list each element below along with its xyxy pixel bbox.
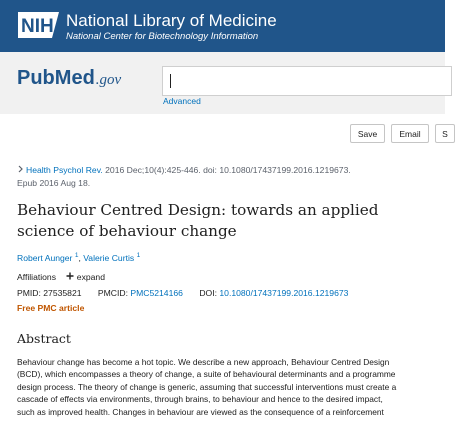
chevron-right-icon [17,165,24,173]
article-citation [17,164,437,190]
pubmed-logo-gov: .gov [95,72,122,88]
abstract-line: cascade of effects via environments, through brains, to behaviour and hence to the desired impact, [17,394,383,405]
pubmed-logo-med: Med [54,67,95,89]
citation-details: 2016 Dec;10(4):425-446. doi: 10.1080/17437199.2016.1219673. [102,165,351,175]
pubmed-logo-pub: Pub [17,67,55,89]
author-list [17,252,140,263]
author-link[interactable]: Valerie Curtis [83,252,135,263]
doi-label: DOI: [199,288,220,298]
search-input[interactable] [163,67,463,95]
author-separator: , [78,252,84,263]
plus-icon [66,272,74,280]
abstract-line: design process. The theory of change is generic, assuming that successful interventions must create a [17,381,397,392]
svg-text:NIH: NIH [21,16,54,37]
advanced-search-link[interactable]: Advanced [163,96,201,106]
save-button[interactable]: Save [350,124,385,143]
nih-logo-icon[interactable] [18,12,59,38]
pubmed-header [0,52,445,114]
nih-header [0,0,445,52]
affiliations-label: Affiliations [17,272,57,282]
send-to-button[interactable]: S [435,124,455,143]
pmid-label: PMID: [17,288,44,298]
epub-date: Epub 2016 Aug 18. [17,178,91,188]
expand-label: expand [76,272,105,282]
journal-link[interactable]: Health Psychol Rev. [26,165,103,175]
author-affiliation-number[interactable]: 1 [74,252,79,259]
pmid-value: 27535821 [43,288,82,298]
abstract-heading: Abstract [17,331,71,346]
author-affiliation-number[interactable]: 1 [136,252,141,259]
affiliations-row [17,272,105,282]
pmcid-link[interactable]: PMC5214166 [130,288,183,298]
nlm-title[interactable]: National Library of Medicine [66,11,277,30]
article-actions [350,124,455,143]
text-cursor [170,74,171,88]
abstract-text [17,356,437,418]
abstract-line: (BCD), which encompasses a theory of change, a suite of behavioural determinants and a programme [17,369,396,380]
expand-affiliations-button[interactable] [66,272,105,282]
abstract-line: Behaviour change has become a hot topic. We describe a new approach, Behaviour Centred Design [17,357,390,367]
pmcid-label: PMCID: [97,288,131,298]
search-box[interactable] [162,66,452,96]
pubmed-logo[interactable] [17,67,121,90]
doi-link[interactable]: 10.1080/17437199.2016.1219673 [219,288,349,298]
free-pmc-article-badge: Free PMC article [17,303,85,313]
abstract-line: such as improved health. Changes in behaviour are viewed as the consequence of a reinforcement [17,406,384,417]
article-title: Behaviour Centred Design: towards an applied science of behaviour change [17,201,379,240]
article-identifiers [17,288,348,298]
author-link[interactable]: Robert Aunger [17,252,73,263]
ncbi-subtitle: National Center for Biotechnology Information [66,31,259,42]
email-button[interactable]: Email [391,124,429,143]
